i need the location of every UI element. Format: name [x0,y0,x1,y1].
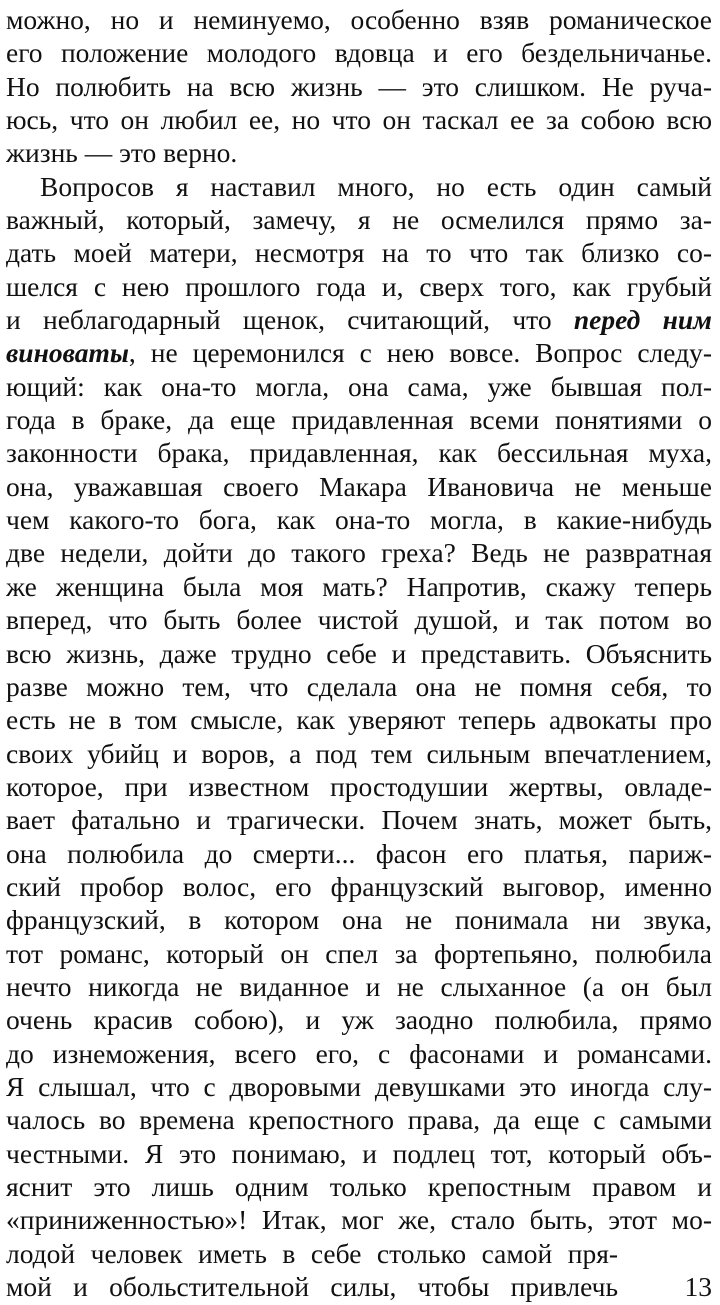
text-line: две недели, дойти до такого греха? Ведь не развратная [6,537,712,568]
text-line: мой и обольстительной силы, чтобы привлечь [6,1271,618,1302]
text-line: дать моей матери, несмотря на то что так близко со- [6,237,712,268]
text-line: очень красив собою), и уж заодно полюбила, прямо [6,1004,712,1035]
text-line: разве можно тем, что сделала она не помня себя, то [6,671,712,702]
text-line: жизнь — это верно. [6,137,238,168]
text-line: тот романс, который он спел за фортепьяно, полюбила [6,938,712,969]
italic-emphasis: виноваты [6,337,129,368]
text-line: чалось во времена крепостного права, да еще с самыми [6,1104,712,1135]
text-line [6,301,712,338]
text-line: же женщина была моя мать? Напротив, скажу теперь [6,571,712,602]
paragraph-first-line: Вопросов я наставил много, но есть один самый [40,171,712,202]
text-line: Я слышал, что с дворовыми девушками это иногда слу- [6,1071,712,1102]
text-line: шелся с нею прошлого года и, сверх того, как грубый [6,271,712,302]
text-line: вперед, что быть более чистой душой, и так потом во [6,604,712,635]
text-line: года в браке, да еще придавленная всеми понятиями о [6,404,712,435]
text-line: своих убийц и воров, а под тем сильным впечатлением, [6,738,712,769]
text-line: ющий: как она-то могла, она сама, уже бывшая пол- [6,371,712,402]
line-text: и неблагодарный щенок, считающий, что [6,304,574,335]
text-line: честными. Я это понимаю, и подлец тот, который объ- [6,1138,712,1169]
text-line: «приниженностью»! Итак, мог же, стало быть, этот мо- [6,1204,712,1235]
text-line: всю жизнь, даже трудно себе и представить. Объяснить [6,638,712,669]
page-number: 13 [684,1271,712,1302]
text-line: важный, который, замечу, я не осмелился прямо за- [6,204,712,235]
text-line: до изнеможения, всего его, с фасонами и романсами. [6,1038,712,1069]
text-line: она полюбила до смерти... фасон его платья, париж- [6,838,712,869]
text-line: ский пробор волос, его французский выговор, именно [6,871,712,902]
text-line: нечто никогда не виданное и не слыханное (а он был [6,971,712,1002]
text-line: она, уважавшая своего Макара Ивановича не меньше [6,471,712,502]
line-text: , не церемонился с нею вовсе. Вопрос следу- [128,337,712,368]
text-line: которое, при известном простодушии жертвы, овладе- [6,771,712,802]
text-line: юсь, что он любил ее, но что он таскал ее за собою всю [6,104,712,135]
text-line: яснит это лишь одним только крепостным правом и [6,1171,712,1202]
italic-emphasis: перед ним [573,304,712,335]
text-line: законности брака, придавленная, как бессильная муха, [6,437,712,468]
text-line: вает фатально и трагически. Почем знать, может быть, [6,804,712,835]
text-line: можно, но и неминуемо, особенно взяв романическое [6,4,712,35]
text-line: его положение молодого вдовца и его бездельничанье. [6,37,712,68]
text-line: Но полюбить на всю жизнь — это слишком. Не руча- [6,71,712,102]
text-line: чем какого-то бога, как она-то могла, в какие-нибудь [6,504,712,535]
text-line: лодой человек иметь в себе столько самой пря- [6,1238,618,1269]
text-line: есть не в том смысле, как уверяют теперь адвокаты про [6,704,712,735]
text-line [6,334,712,371]
text-line: французский, в котором она не понимала ни звука, [6,904,712,935]
